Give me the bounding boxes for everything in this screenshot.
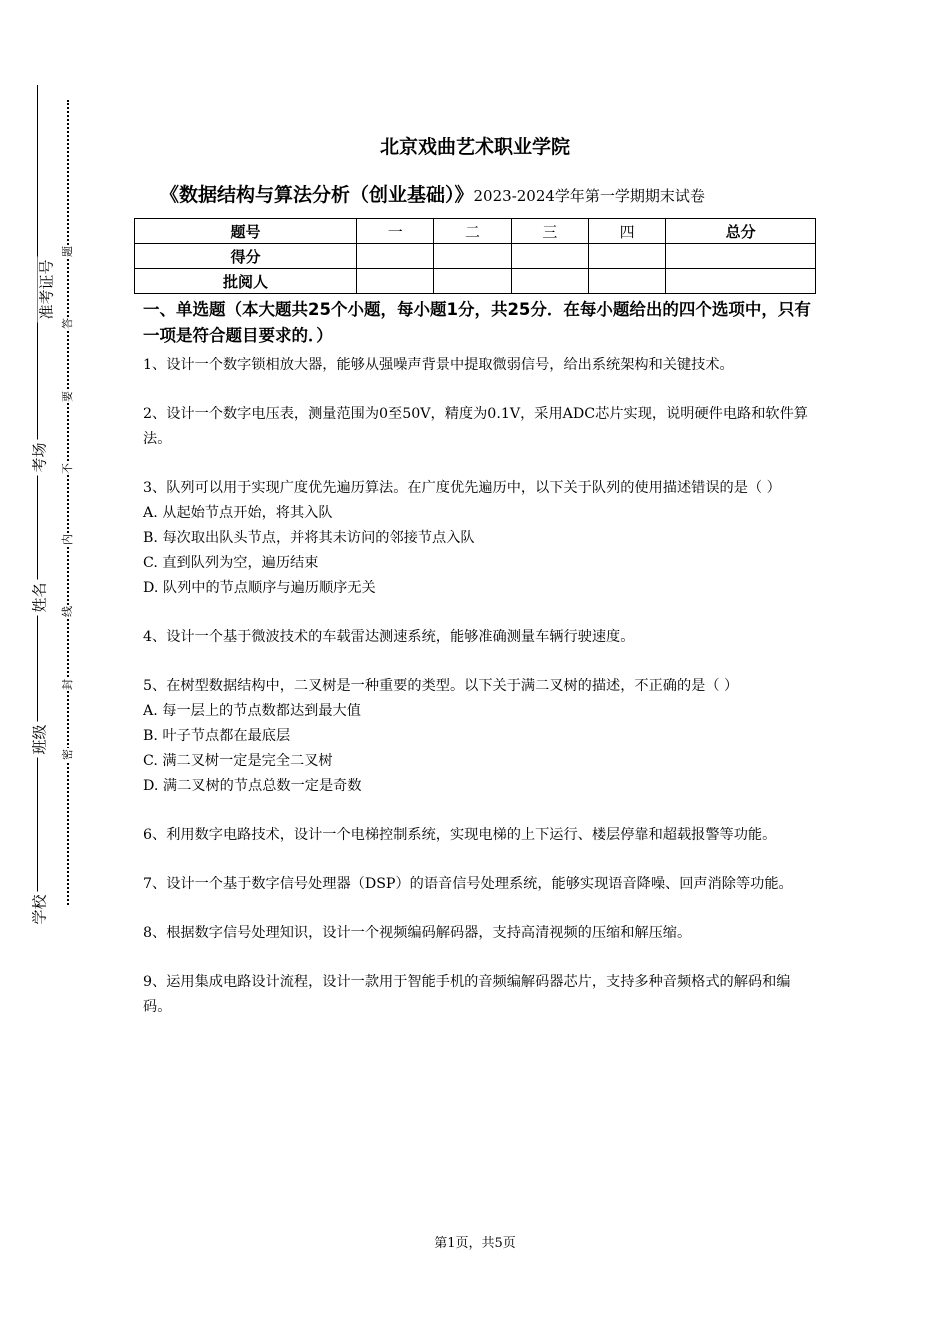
score-table-header-row	[135, 219, 816, 244]
question-text: 7、设计一个基于数字信号处理器（DSP）的语音信号处理系统，能够实现语音降噪、回声消除等功能。	[143, 876, 793, 892]
question-9	[143, 970, 811, 1020]
question-text: 2、设计一个数字电压表，测量范围为0至50V，精度为0.1V，采用ADC芯片实现，说明硬件电路和软件算法。	[143, 406, 808, 447]
reviewer-cell	[666, 269, 816, 294]
option: D. 队列中的节点顺序与遍历顺序无关	[143, 580, 376, 596]
col-header: 一	[357, 219, 434, 244]
name-label: 姓名	[31, 579, 50, 615]
exam-content	[143, 297, 811, 1044]
question-text: 3、队列可以用于实现广度优先遍历算法。在广度优先遍历中，以下关于队列的使用描述错误的是（ ）	[143, 480, 781, 496]
question-2	[143, 402, 811, 452]
question-text: 4、设计一个基于微波技术的车载雷达测速系统，能够准确测量车辆行驶速度。	[143, 629, 635, 645]
score-cell	[434, 244, 511, 269]
seal-char: 封	[61, 679, 74, 690]
question-3	[143, 476, 811, 601]
reviewer-cell	[588, 269, 665, 294]
col-header: 三	[511, 219, 588, 244]
option: C. 满二叉树一定是完全二叉树	[143, 753, 333, 769]
seal-char: 内	[61, 534, 74, 545]
score-row	[135, 244, 816, 269]
question-text: 6、利用数字电路技术，设计一个电梯控制系统，实现电梯的上下运行、楼层停靠和超载报警等功能。	[143, 827, 777, 843]
question-text: 5、在树型数据结构中，二叉树是一种重要的类型。以下关于满二叉树的描述，不正确的是（ ）	[143, 678, 739, 694]
seal-char: 密	[61, 749, 74, 760]
question-text: 1、设计一个数字锁相放大器，能够从强噪声背景中提取微弱信号，给出系统架构和关键技术。	[143, 357, 734, 373]
school-label: 学校	[31, 891, 50, 927]
score-cell	[666, 244, 816, 269]
score-cell	[357, 244, 434, 269]
seal-char: 不	[61, 463, 74, 474]
page-number: 第1页，共5页	[434, 1236, 516, 1251]
option: B. 叶子节点都在最底层	[143, 728, 291, 744]
question-6	[143, 823, 811, 848]
question-text: 9、运用集成电路设计流程，设计一款用于智能手机的音频编解码器芯片，支持多种音频格式的解码和编码。	[143, 974, 791, 1015]
seal-char: 线	[61, 606, 74, 617]
section-heading: 一、单选题（本大题共25个小题，每小题1分，共25分．在每小题给出的四个选项中，只有一项是符合题目要求的．）	[143, 300, 811, 345]
option: A. 从起始节点开始，将其入队	[143, 505, 333, 521]
row-header: 得分	[135, 244, 357, 269]
seal-char: 题	[61, 246, 74, 257]
col-header: 题号	[135, 219, 357, 244]
option: C. 直到队列为空，遍历结束	[143, 555, 319, 571]
reviewer-cell	[511, 269, 588, 294]
question-8	[143, 921, 811, 946]
row-header: 批阅人	[135, 269, 357, 294]
option: B. 每次取出队头节点，并将其未访问的邻接节点入队	[143, 530, 475, 546]
seal-dotted-line	[67, 100, 69, 905]
question-text: 8、根据数字信号处理知识，设计一个视频编码解码器，支持高清视频的压缩和解压缩。	[143, 925, 692, 941]
col-header: 二	[434, 219, 511, 244]
seal-char: 答	[61, 318, 74, 329]
reviewer-cell	[434, 269, 511, 294]
exam-number-label: 准考证号	[38, 256, 57, 322]
question-1	[143, 353, 811, 378]
binding-line	[37, 85, 38, 925]
score-table	[134, 218, 816, 294]
col-header: 四	[588, 219, 665, 244]
question-7	[143, 872, 811, 897]
class-label: 班级	[31, 721, 50, 757]
reviewer-cell	[357, 269, 434, 294]
option: A. 每一层上的节点数都达到最大值	[143, 703, 361, 719]
option: D. 满二叉树的节点总数一定是奇数	[143, 778, 362, 794]
col-header: 总分	[666, 219, 816, 244]
seal-char: 要	[61, 391, 74, 402]
term-title: 2023-2024学年第一学期期末试卷	[473, 187, 705, 205]
exam-room-label: 考场	[31, 439, 50, 475]
course-title: 《数据结构与算法分析（创业基础）》	[160, 184, 474, 206]
score-cell	[588, 244, 665, 269]
reviewer-row	[135, 269, 816, 294]
score-cell	[511, 244, 588, 269]
exam-title	[160, 180, 705, 207]
school-name: 北京戏曲艺术职业学院	[379, 136, 570, 158]
question-5	[143, 674, 811, 799]
question-4	[143, 625, 811, 650]
